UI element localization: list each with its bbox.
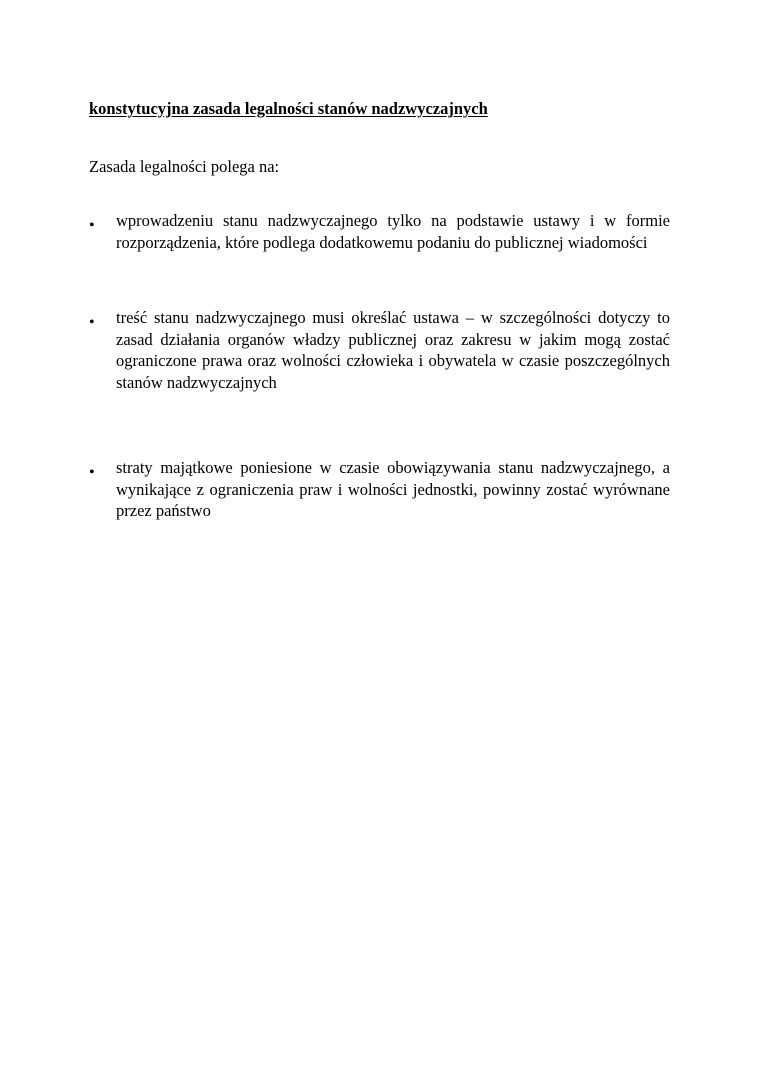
list-item-text: straty majątkowe poniesione w czasie obowiązywania stanu nadzwyczajnego, a wynikające z ograniczenia praw i wolności jednostki, powinny zostać wyrównane przez państwo xyxy=(116,458,670,520)
bullet-icon: • xyxy=(89,464,95,481)
bullet-icon: • xyxy=(89,217,95,234)
bullet-icon: • xyxy=(89,314,95,331)
document-title: konstytucyjna zasada legalności stanów nadzwyczajnych xyxy=(89,99,488,118)
list-item-text: wprowadzeniu stanu nadzwyczajnego tylko na podstawie ustawy i w formie rozporządzenia, które podlega dodatkowemu podaniu do publicznej wiadomości xyxy=(116,211,670,252)
intro-paragraph: Zasada legalności polega na: xyxy=(89,157,280,176)
list-item-text: treść stanu nadzwyczajnego musi określać ustawa – w szczególności dotyczy to zasad działania organów władzy publicznej oraz zakresu w jakim mogą zostać ograniczone prawa oraz wolności człowieka i obywatela w czasie poszczególnych stanów nadzwyczajnych xyxy=(116,308,670,392)
